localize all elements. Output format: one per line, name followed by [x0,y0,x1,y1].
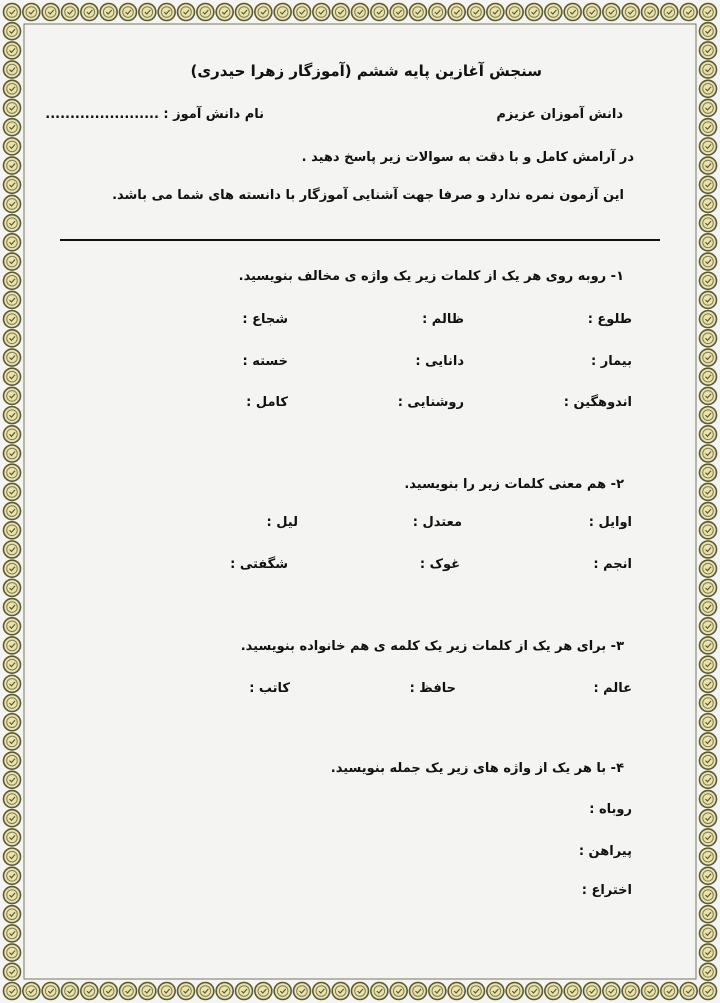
border-ornament-icon [545,4,562,21]
border-ornament-icon [371,983,388,1000]
border-ornament-icon [4,771,21,788]
border-ornament-icon [4,42,21,59]
border-ornament-icon [4,119,21,136]
border-ornament-icon [4,637,21,654]
border-ornament-icon [120,983,137,1000]
border-ornament-icon [700,695,717,712]
border-ornament-icon [4,291,21,308]
border-ornament-icon [448,4,465,21]
border-ornament-icon [4,887,21,904]
border-ornament-icon [700,983,717,1000]
q1-item: ظالم : [422,312,464,327]
border-ornament-icon [255,983,272,1000]
border-ornament-icon [4,138,21,155]
border-ornament-icon [139,4,156,21]
border-ornament-icon [4,272,21,289]
border-ornament-icon [700,791,717,808]
border-ornament-icon [642,983,659,1000]
border-ornament-icon [700,599,717,616]
border-ornament-icon [700,925,717,942]
border-ornament-icon [4,349,21,366]
border-ornament-icon [216,983,233,1000]
q3-item: عالم : [593,681,632,696]
border-ornament-icon [700,368,717,385]
border-ornament-icon [700,579,717,596]
border-ornament-icon [700,483,717,500]
student-name-field: نام دانش آموز : ....................... [45,107,264,122]
q2-item: شگفتی : [230,557,288,572]
border-ornament-icon [545,983,562,1000]
q2-item: غوک : [419,557,460,572]
border-ornament-icon [700,157,717,174]
border-ornament-icon [4,714,21,731]
q3-item: حافظ : [409,681,456,696]
question-2-prompt: ۲- هم معنی کلمات زیر را بنویسید. [404,477,624,492]
q1-item: روشنایی : [397,395,464,410]
border-ornament-icon [700,291,717,308]
question-3-prompt: ۳- برای هر یک از کلمات زیر یک کلمه ی هم خانواده بنویسید. [240,639,624,654]
border-ornament-icon [4,675,21,692]
border-ornament-icon [371,4,388,21]
border-ornament-icon [236,983,253,1000]
q1-item: کامل : [246,395,288,410]
border-ornament-icon [700,80,717,97]
border-ornament-icon [62,4,79,21]
border-ornament-icon [700,541,717,558]
border-ornament-icon [700,829,717,846]
border-ornament-icon [700,215,717,232]
q2-item: معتدل : [412,515,462,530]
border-ornament-icon [700,637,717,654]
border-ornament-icon [4,618,21,635]
border-ornament-icon [4,944,21,961]
border-ornament-icon [506,983,523,1000]
border-ornament-icon [294,983,311,1000]
border-ornament-icon [700,234,717,251]
border-ornament-icon [313,4,330,21]
border-ornament-icon [100,4,117,21]
border-ornament-icon [700,503,717,520]
border-ornament-icon [700,330,717,347]
border-ornament-icon [700,272,717,289]
border-ornament-icon [603,4,620,21]
border-ornament-icon [4,4,21,21]
border-ornament-icon [700,733,717,750]
border-ornament-icon [700,138,717,155]
border-ornament-icon [4,560,21,577]
border-ornament-icon [4,80,21,97]
border-ornament-icon [526,983,543,1000]
q2-item: انجم : [593,557,632,572]
q1-item: بیمار : [591,354,632,369]
question-1-prompt: ۱- روبه روی هر یک از کلمات زیر یک واژه ی مخالف بنویسید. [238,269,624,284]
q1-item: شجاع : [242,312,288,327]
question-4-prompt: ۴- با هر یک از واژه های زیر یک جمله بنویسید. [330,761,624,776]
border-ornament-icon [4,752,21,769]
border-ornament-icon [4,791,21,808]
q2-item: لیل : [266,515,298,530]
border-ornament-icon [584,4,601,21]
border-ornament-icon [352,983,369,1000]
border-ornament-icon [158,4,175,21]
q2-item: اوایل : [588,515,632,530]
border-ornament-icon [700,195,717,212]
border-ornament-icon [564,4,581,21]
border-ornament-icon [4,234,21,251]
border-ornament-icon [468,4,485,21]
border-ornament-icon [4,311,21,328]
border-ornament-icon [642,4,659,21]
border-ornament-icon [700,963,717,980]
border-ornament-icon [4,963,21,980]
border-ornament-icon [4,867,21,884]
border-ornament-icon [700,887,717,904]
border-ornament-icon [274,983,291,1000]
border-ornament-icon [332,4,349,21]
border-ornament-icon [4,253,21,270]
border-ornament-icon [294,4,311,21]
border-ornament-icon [4,426,21,443]
border-ornament-icon [4,387,21,404]
border-ornament-icon [700,906,717,923]
border-ornament-icon [81,4,98,21]
border-ornament-icon [390,4,407,21]
border-ornament-icon [42,983,59,1000]
border-ornament-icon [4,983,21,1000]
border-ornament-icon [700,311,717,328]
border-ornament-icon [4,599,21,616]
border-ornament-icon [429,4,446,21]
border-ornament-icon [4,925,21,942]
border-ornament-icon [410,983,427,1000]
border-ornament-icon [4,695,21,712]
border-ornament-icon [700,810,717,827]
border-ornament-icon [390,983,407,1000]
border-ornament-icon [120,4,137,21]
border-ornament-icon [429,983,446,1000]
border-ornament-icon [487,4,504,21]
border-ornament-icon [700,656,717,673]
border-ornament-icon [622,4,639,21]
border-ornament-icon [661,4,678,21]
border-ornament-icon [700,387,717,404]
border-ornament-icon [100,983,117,1000]
border-ornament-icon [700,349,717,366]
border-ornament-icon [23,983,40,1000]
border-ornament-icon [352,4,369,21]
border-ornament-icon [274,4,291,21]
q1-item: دانایی : [415,354,464,369]
border-ornament-icon [487,983,504,1000]
border-ornament-icon [236,4,253,21]
greeting: دانش آموزان عزیزم [496,107,623,122]
border-ornament-icon [4,23,21,40]
border-ornament-icon [4,848,21,865]
border-ornament-icon [4,195,21,212]
border-ornament-icon [197,983,214,1000]
border-ornament-icon [700,848,717,865]
border-ornament-icon [410,4,427,21]
border-ornament-icon [700,675,717,692]
border-ornament-icon [139,983,156,1000]
border-ornament-icon [4,407,21,424]
border-ornament-icon [700,253,717,270]
border-ornament-icon [81,983,98,1000]
q3-item: کاتب : [249,681,290,696]
border-ornament-icon [700,464,717,481]
border-ornament-icon [4,464,21,481]
border-ornament-icon [4,579,21,596]
border-ornament-icon [526,4,543,21]
border-ornament-icon [584,983,601,1000]
border-ornament-icon [700,771,717,788]
border-ornament-icon [4,656,21,673]
border-ornament-icon [700,944,717,961]
border-ornament-icon [700,176,717,193]
border-ornament-icon [4,541,21,558]
border-ornament-icon [700,61,717,78]
inner-frame [24,24,696,979]
border-ornament-icon [661,983,678,1000]
q1-item: خسته : [242,354,288,369]
border-ornament-icon [178,983,195,1000]
border-ornament-icon [680,4,697,21]
border-ornament-icon [4,483,21,500]
border-ornament-icon [313,983,330,1000]
border-ornament-icon [700,426,717,443]
border-ornament-icon [603,983,620,1000]
border-ornament-icon [700,445,717,462]
border-ornament-icon [700,42,717,59]
page-title: سنجش آغازین پایه ششم (آموزگار زهرا حیدری) [190,62,542,80]
border-ornament-icon [680,983,697,1000]
border-ornament-icon [700,407,717,424]
border-ornament-icon [4,176,21,193]
q4-item: پیراهن : [578,844,632,859]
instruction-1: در آرامش کامل و با دقت به سوالات زیر پاسخ دهید . [301,150,634,165]
border-ornament-icon [468,983,485,1000]
border-ornament-icon [4,368,21,385]
border-ornament-icon [4,503,21,520]
border-ornament-icon [700,618,717,635]
border-ornament-icon [4,157,21,174]
border-ornament-icon [4,99,21,116]
border-ornament-icon [622,983,639,1000]
border-ornament-icon [564,983,581,1000]
border-ornament-icon [700,119,717,136]
border-ornament-icon [448,983,465,1000]
border-ornament-icon [4,810,21,827]
border-ornament-icon [255,4,272,21]
border-ornament-icon [4,215,21,232]
border-ornament-icon [62,983,79,1000]
border-ornament-icon [700,522,717,539]
border-ornament-icon [197,4,214,21]
border-ornament-icon [4,733,21,750]
border-ornament-icon [700,752,717,769]
border-ornament-icon [700,4,717,21]
border-ornament-icon [4,445,21,462]
border-ornament-icon [23,4,40,21]
border-ornament-icon [178,4,195,21]
q4-item: روباه : [589,802,632,817]
border-ornament-icon [4,829,21,846]
divider [60,239,660,241]
border-ornament-icon [4,522,21,539]
border-ornament-icon [216,4,233,21]
border-ornament-icon [332,983,349,1000]
border-ornament-icon [4,906,21,923]
border-ornament-icon [4,330,21,347]
border-ornament-icon [700,99,717,116]
border-ornament-icon [506,4,523,21]
border-ornament-icon [700,23,717,40]
q4-item: اختراع : [581,883,632,898]
border-ornament-icon [700,867,717,884]
q1-item: طلوع : [587,312,632,327]
border-ornament-icon [158,983,175,1000]
border-ornament-icon [42,4,59,21]
border-ornament-icon [700,560,717,577]
q1-item: اندوهگین : [563,395,632,410]
border-ornament-icon [4,61,21,78]
border-ornament-icon [700,714,717,731]
instruction-2: این آزمون نمره ندارد و صرفا جهت آشنایی آموزگار با دانسته های شما می باشد. [112,188,624,203]
